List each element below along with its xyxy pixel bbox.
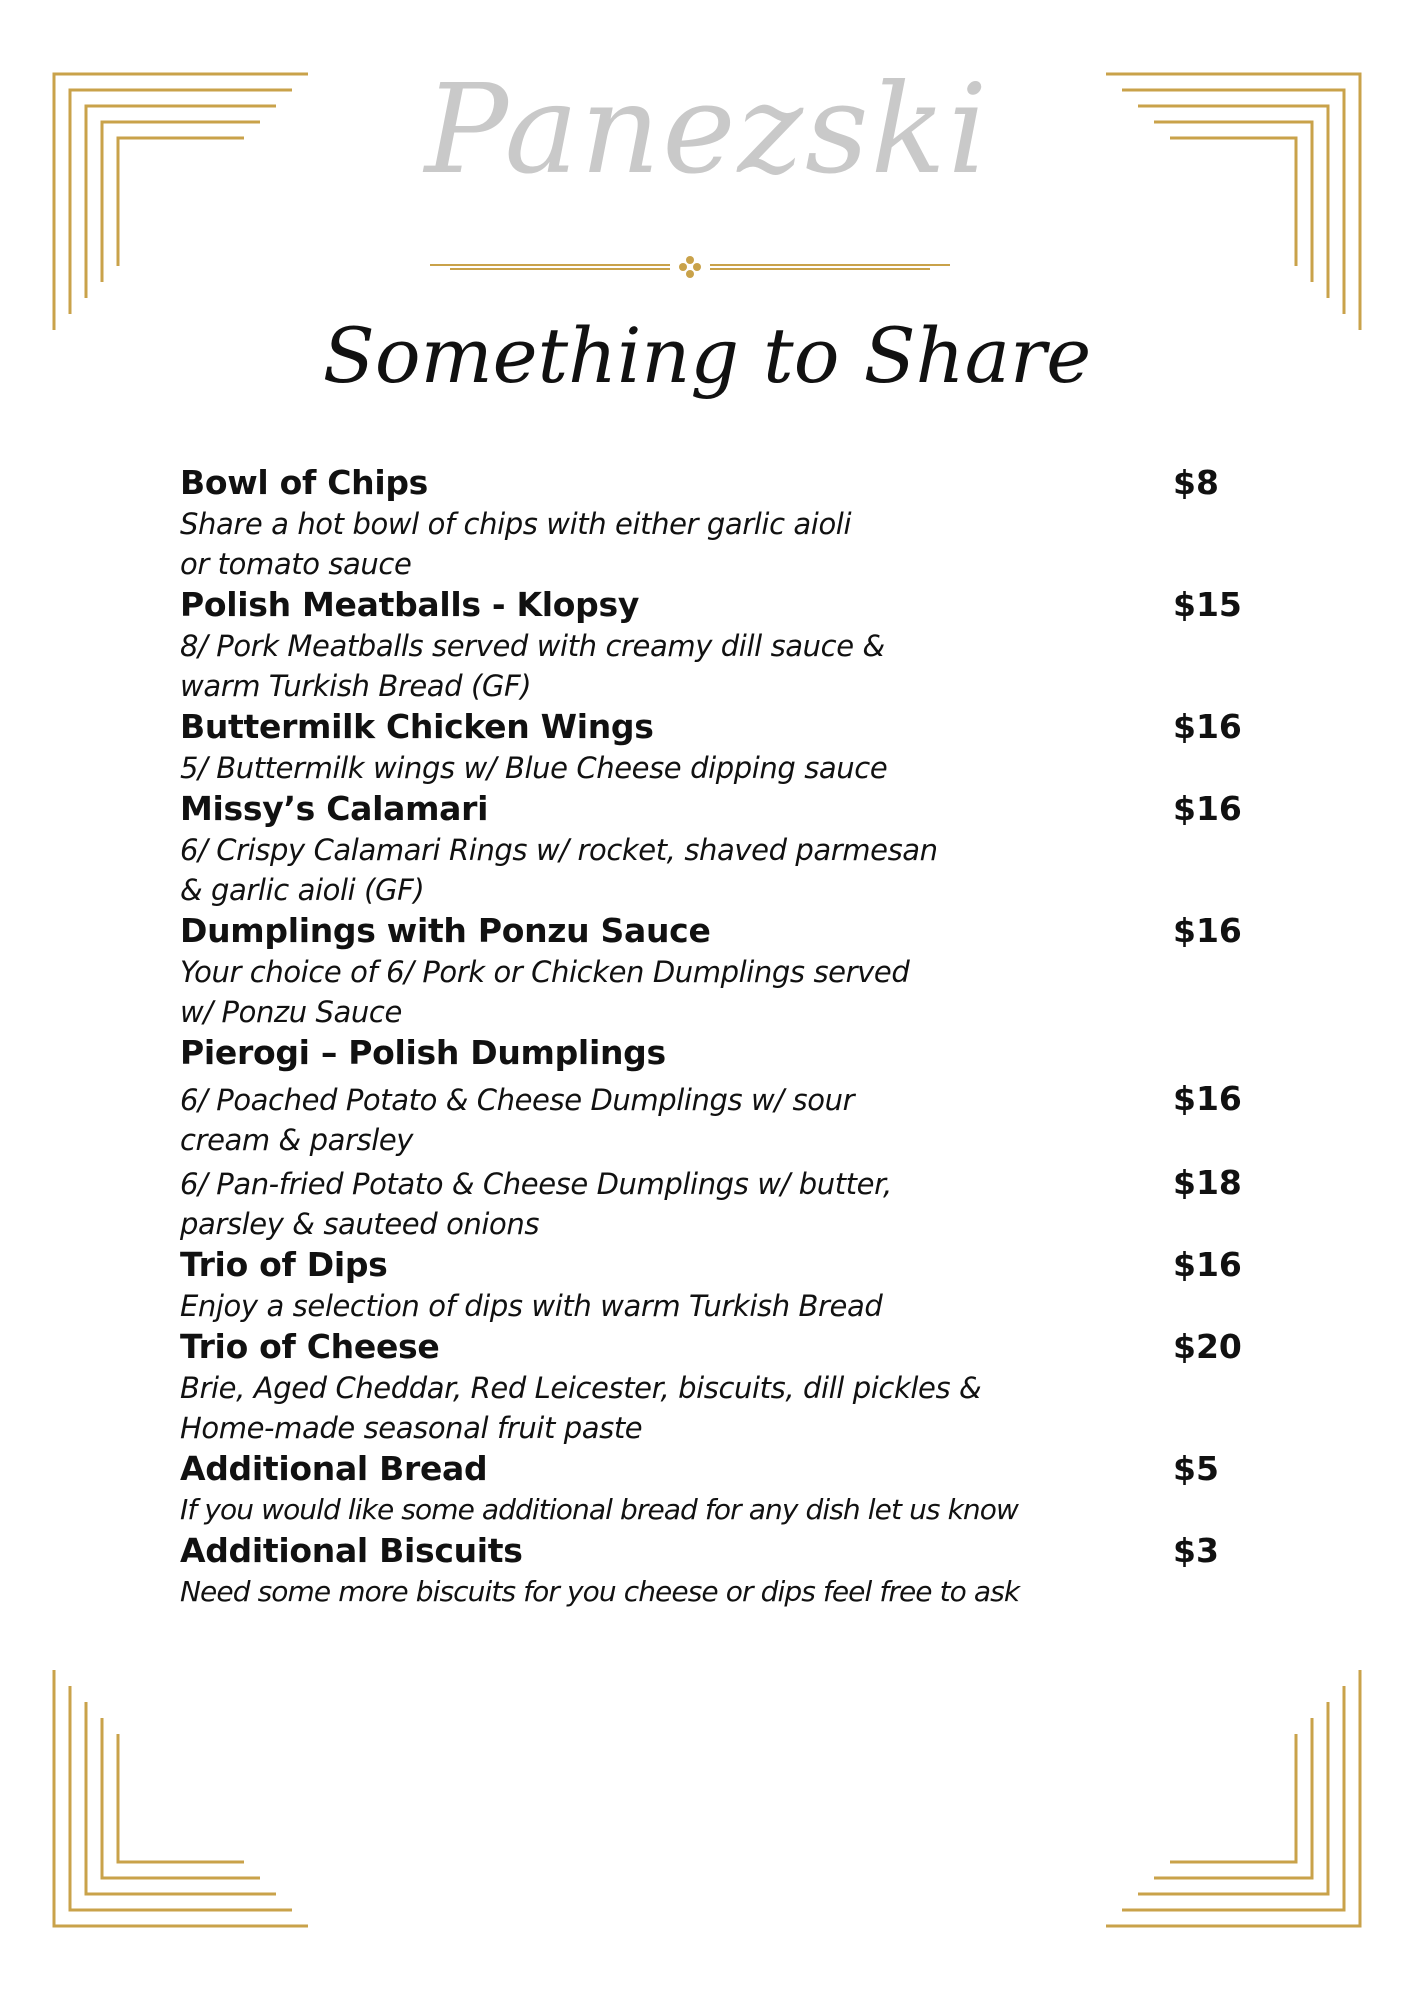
menu-item-description: Brie, Aged Cheddar, Red Leicester, biscuits, dill pickles & Home-made seasonal fruit paste <box>180 1371 982 1445</box>
menu-item-bowl-of-chips <box>180 462 1240 584</box>
menu-item-name: Bowl of Chips <box>180 463 429 502</box>
menu-item-name: Polish Meatballs - Klopsy <box>180 585 640 624</box>
menu-item-name: Missy’s Calamari <box>180 789 489 828</box>
menu-item-price: $16 <box>1173 789 1242 828</box>
menu-item-price: $5 <box>1173 1449 1219 1488</box>
menu-item-price: $16 <box>1173 707 1242 746</box>
menu-item-name: Buttermilk Chicken Wings <box>180 707 654 746</box>
menu-item-price: $15 <box>1173 585 1242 624</box>
menu-item-header <box>180 584 1240 626</box>
menu-item-option-description: 6/ Poached Potato & Cheese Dumplings w/ sour cream & parsley <box>180 1083 855 1157</box>
menu-list <box>180 462 1240 1612</box>
menu-item-name: Trio of Dips <box>180 1245 388 1284</box>
menu-item-price: $3 <box>1173 1531 1219 1570</box>
menu-item-additional-biscuits <box>180 1530 1240 1612</box>
menu-item-trio-of-dips <box>180 1244 1240 1326</box>
menu-item-description: Need some more biscuits for you cheese or dips feel free to ask <box>180 1575 1020 1608</box>
corner-ornament-bottom-right <box>1102 1668 1362 1928</box>
menu-item-pierogi <box>180 1032 1240 1244</box>
menu-item-header <box>180 462 1240 504</box>
menu-item-header <box>180 1326 1240 1368</box>
menu-item-option <box>180 1080 1240 1160</box>
menu-item-description: Your choice of 6/ Pork or Chicken Dumplings served w/ Ponzu Sauce <box>180 955 910 1029</box>
menu-item-price: $8 <box>1173 463 1219 502</box>
menu-item-name: Additional Bread <box>180 1449 488 1488</box>
menu-item-description: 5/ Buttermilk wings w/ Blue Cheese dipping sauce <box>180 751 888 785</box>
menu-item-name: Dumplings with Ponzu Sauce <box>180 911 711 950</box>
menu-item-price: $16 <box>1173 1245 1242 1284</box>
corner-ornament-bottom-left <box>52 1668 312 1928</box>
menu-item-option <box>180 1164 1240 1244</box>
menu-item-missys-calamari <box>180 788 1240 910</box>
menu-item-option-price: $18 <box>1173 1163 1242 1202</box>
menu-item-description: Share a hot bowl of chips with either garlic aioli or tomato sauce <box>180 507 852 581</box>
menu-item-option-description: 6/ Pan-fried Potato & Cheese Dumplings w/ butter, parsley & sauteed onions <box>180 1167 892 1241</box>
menu-item-header <box>180 910 1240 952</box>
section-title: Something to Share <box>322 311 1092 400</box>
menu-item-header <box>180 1244 1240 1286</box>
menu-item-header <box>180 1448 1240 1490</box>
brand-logo: Panezski <box>424 58 990 202</box>
menu-item-additional-bread <box>180 1448 1240 1530</box>
menu-item-header <box>180 788 1240 830</box>
menu-item-description: If you would like some additional bread for any dish let us know <box>180 1493 1018 1526</box>
menu-item-description: 6/ Crispy Calamari Rings w/ rocket, shaved parmesan & garlic aioli (GF) <box>180 833 938 907</box>
menu-item-description: Enjoy a selection of dips with warm Turkish Bread <box>180 1289 883 1323</box>
menu-item-buttermilk-chicken-wings <box>180 706 1240 788</box>
menu-item-polish-meatballs <box>180 584 1240 706</box>
menu-item-dumplings-ponzu <box>180 910 1240 1032</box>
menu-item-name: Pierogi – Polish Dumplings <box>180 1033 666 1072</box>
menu-item-price: $20 <box>1173 1327 1242 1366</box>
menu-item-price: $16 <box>1173 911 1242 950</box>
menu-item-description: 8/ Pork Meatballs served with creamy dill sauce & warm Turkish Bread (GF) <box>180 629 885 703</box>
menu-item-trio-of-cheese <box>180 1326 1240 1448</box>
menu-item-name: Additional Biscuits <box>180 1531 523 1570</box>
menu-item-header <box>180 1530 1240 1572</box>
menu-item-option-price: $16 <box>1173 1079 1242 1118</box>
menu-item-header <box>180 1032 1240 1074</box>
menu-item-name: Trio of Cheese <box>180 1327 440 1366</box>
divider-ornament-icon <box>430 252 950 282</box>
menu-item-header <box>180 706 1240 748</box>
